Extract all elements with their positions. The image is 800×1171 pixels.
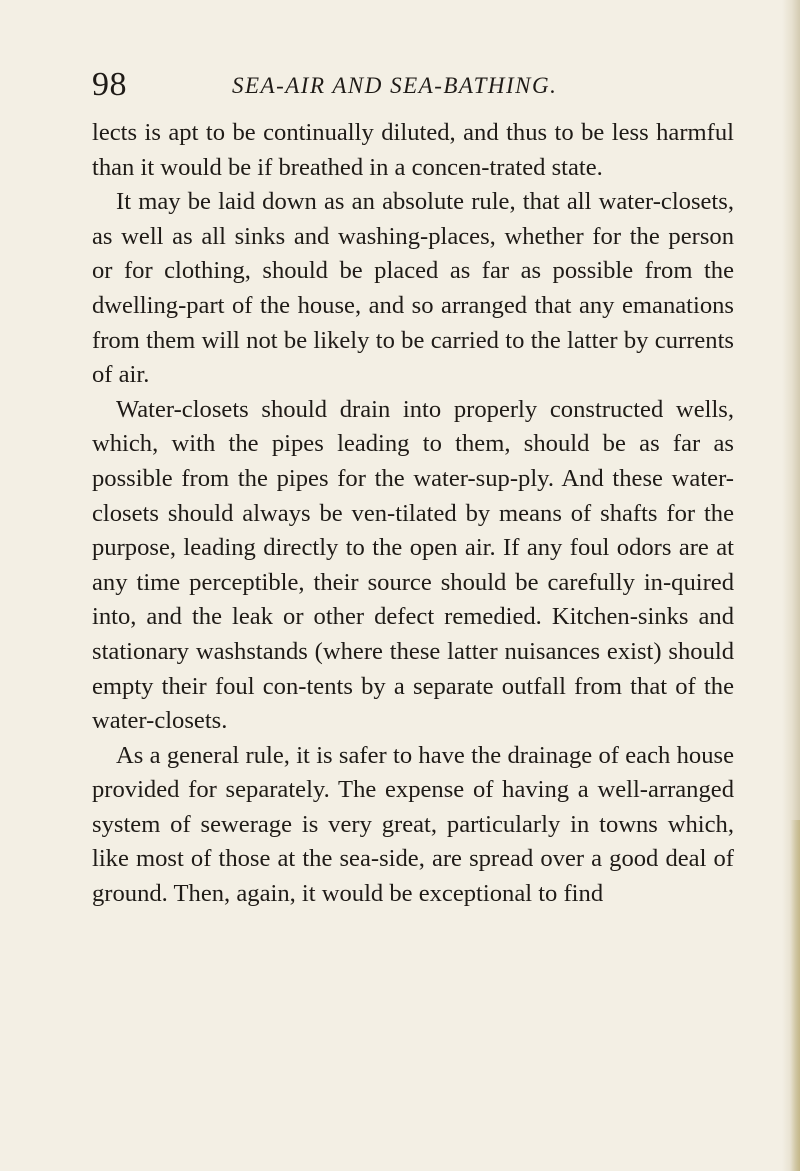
paragraph-continued: lects is apt to be continually diluted, and thus to be less harmful than it would be if breathed in a concen-trated state. xyxy=(92,119,734,181)
paragraph: As a general rule, it is safer to have the drainage of each house provided for separately. The expense of having a well-arranged system of sewerage is very great, particularly in towns which, like most of those at the sea-side, are spread over a good deal of ground. Then, again, it would be exceptional to find xyxy=(92,741,734,908)
page-header xyxy=(92,66,712,106)
running-head: SEA-AIR AND SEA-BATHING. xyxy=(232,73,558,98)
page-number: 98 xyxy=(92,66,127,103)
page-edge-discoloration xyxy=(790,820,800,1171)
body-text xyxy=(92,116,734,912)
paragraph: It may be laid down as an absolute rule, that all water-closets, as well as all sinks and washing-places, whether for the person or for clothing, should be placed as far as possible from the dwelling-part of the house, and so arranged that any emanations from them will not be likely to be carried to the latter by currents of air. xyxy=(92,188,734,389)
paragraph: Water-closets should drain into properly constructed wells, which, with the pipes leading to them, should be as far as possible from the pipes for the water-sup-ply. And these water-closets should always be ven-tilated by means of shafts for the purpose, leading directly to the open air. If any foul odors are at any time perceptible, their source should be carefully in-quired into, and the leak or other defect remedied. Kitchen-sinks and stationary washstands (where these latter nuisances exist) should empty their foul con-tents by a separate outfall from that of the water-closets. xyxy=(92,395,734,735)
